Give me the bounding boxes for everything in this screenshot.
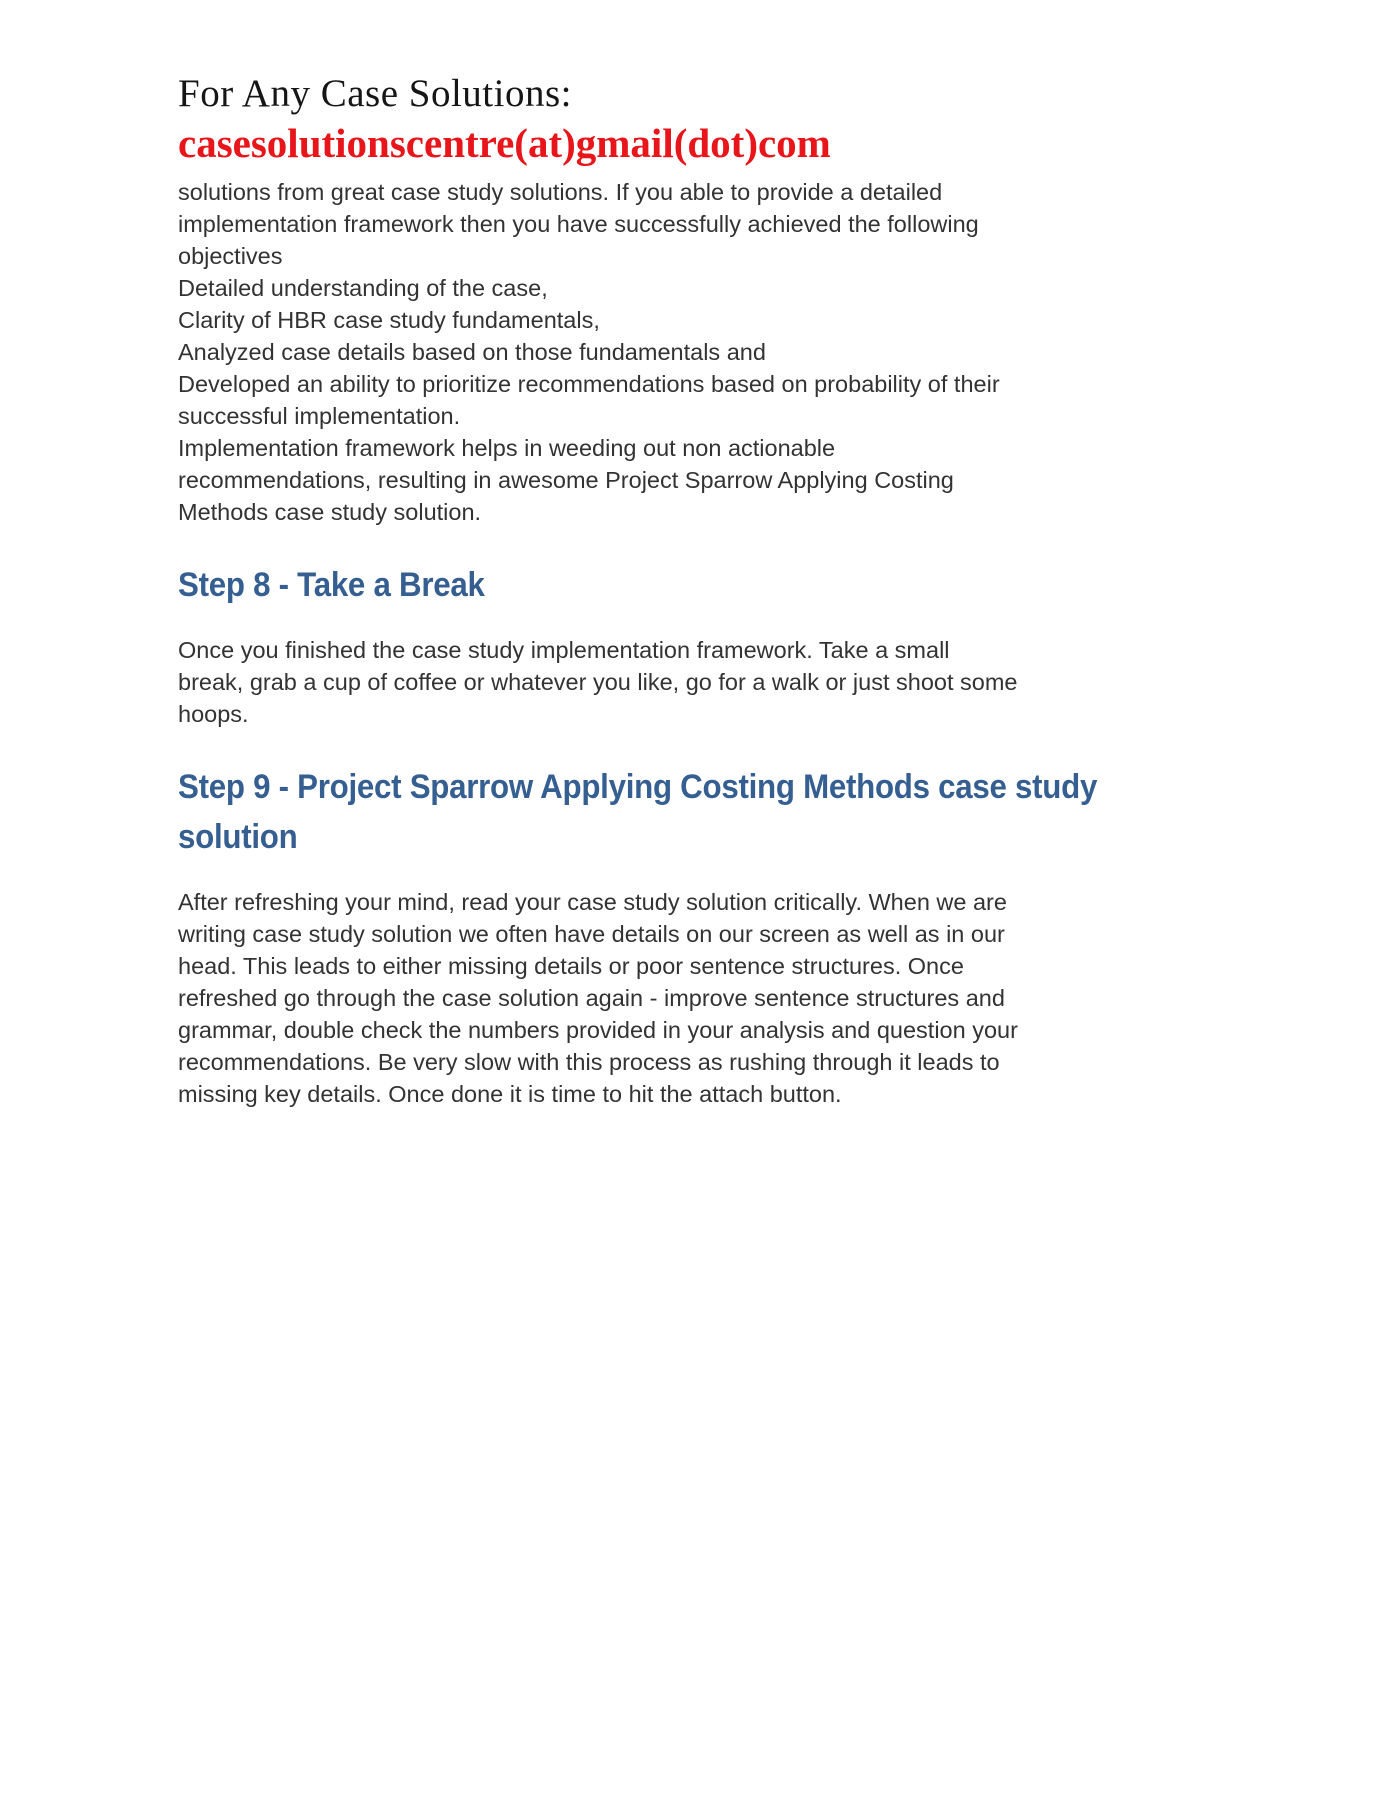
text-line: break, grab a cup of coffee or whatever you like, go for a walk or just shoot some	[178, 669, 1018, 695]
text-line: successful implementation.	[178, 403, 461, 429]
text-line: grammar, double check the numbers provided in your analysis and question your	[178, 1017, 1018, 1043]
heading-line: Step 8 - Take a Break	[178, 566, 485, 604]
take-a-break-paragraph	[178, 634, 1221, 730]
text-line: Methods case study solution.	[178, 499, 482, 525]
text-line: writing case study solution we often have details on our screen as well as in our	[178, 921, 1005, 947]
text-line: objectives	[178, 243, 283, 269]
text-line: missing key details. Once done it is time to hit the attach button.	[178, 1081, 842, 1107]
contact-email: casesolutionscentre(at)gmail(dot)com	[178, 120, 831, 166]
text-line: Developed an ability to prioritize recommendations based on probability of their	[178, 371, 1000, 397]
text-line: solutions from great case study solutions. If you able to provide a detailed	[178, 179, 943, 205]
heading-line: solution	[178, 818, 298, 856]
document-content	[178, 176, 1221, 1110]
text-line: recommendations, resulting in awesome Project Sparrow Applying Costing	[178, 467, 954, 493]
text-line: Implementation framework helps in weeding out non actionable	[178, 435, 836, 461]
text-line: head. This leads to either missing details or poor sentence structures. Once	[178, 953, 964, 979]
step-8-heading	[178, 560, 1138, 610]
step-9-heading	[178, 762, 1138, 862]
heading-line: Step 9 - Project Sparrow Applying Costing Methods case study	[178, 768, 1098, 806]
page-title: For Any Case Solutions:	[178, 72, 572, 115]
text-line: Detailed understanding of the case,	[178, 275, 548, 301]
text-line: After refreshing your mind, read your case study solution critically. When we are	[178, 889, 1007, 915]
text-line: recommendations. Be very slow with this process as rushing through it leads to	[178, 1049, 1000, 1075]
text-line: Clarity of HBR case study fundamentals,	[178, 307, 600, 333]
text-line: Analyzed case details based on those fundamentals and	[178, 339, 766, 365]
text-line: refreshed go through the case solution again - improve sentence structures and	[178, 985, 1005, 1011]
implementation-objectives-paragraph	[178, 176, 1221, 528]
text-line: Once you finished the case study implementation framework. Take a small	[178, 637, 950, 663]
text-line: implementation framework then you have successfully achieved the following	[178, 211, 979, 237]
final-review-paragraph	[178, 886, 1221, 1110]
text-line: hoops.	[178, 701, 249, 727]
